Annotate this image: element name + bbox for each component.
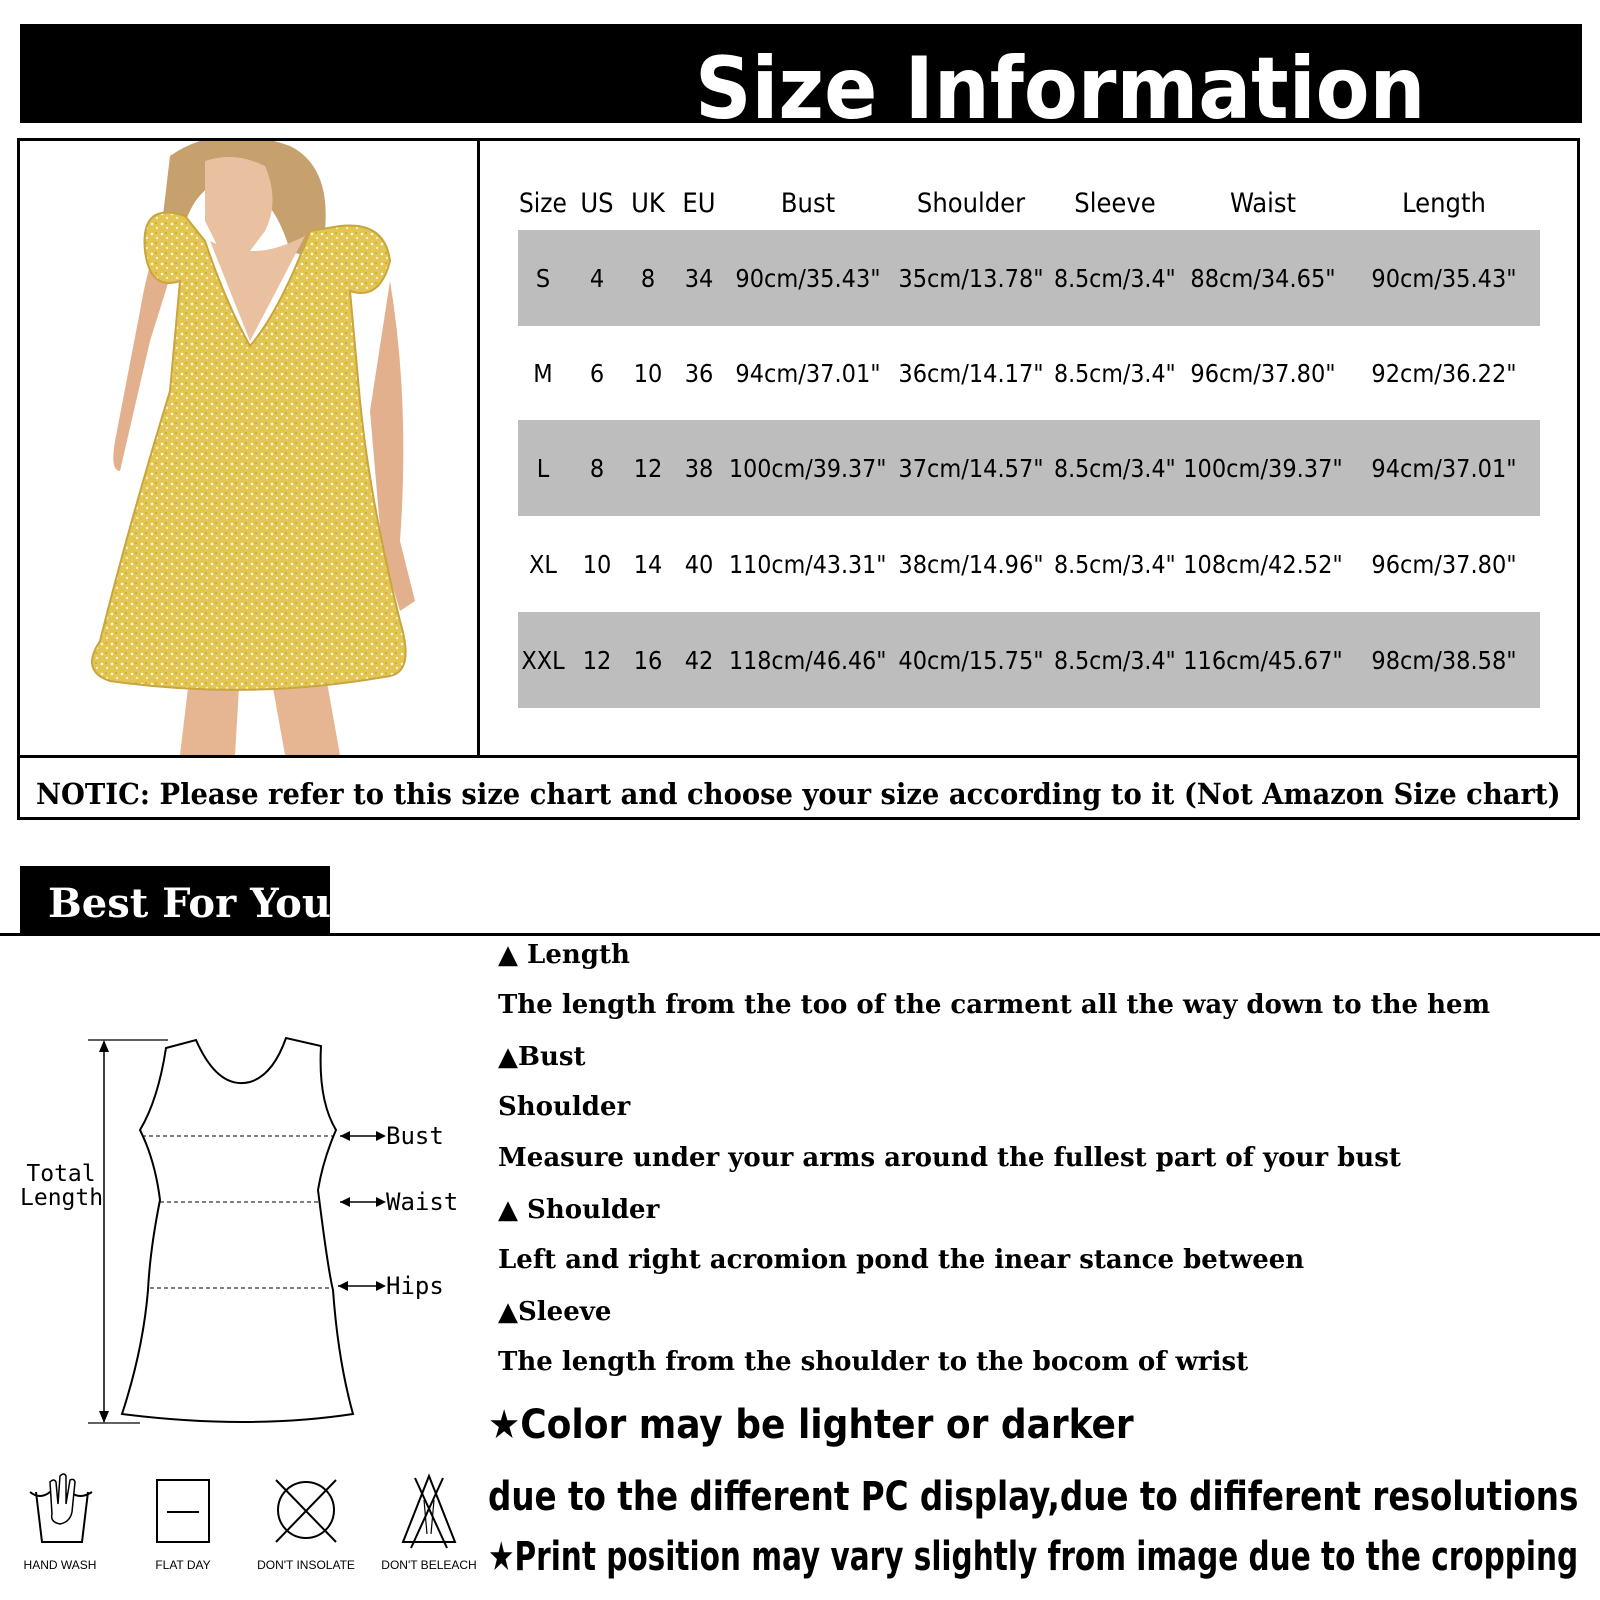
cell-size	[518, 420, 568, 516]
desc-bust-heading: ▲Bust	[498, 1042, 586, 1072]
care-label: HAND WASH	[23, 1558, 97, 1572]
hips-label: Hips	[386, 1272, 444, 1300]
notice-row	[20, 755, 1577, 820]
cell-uk	[625, 230, 671, 326]
header-waist	[1180, 182, 1346, 224]
cell-text: UK	[631, 187, 665, 219]
cell-text: Shoulder	[916, 187, 1026, 219]
cell-size	[518, 516, 568, 612]
cell-waist	[1180, 230, 1346, 326]
header-shoulder	[890, 182, 1052, 224]
cell-text: Length	[1402, 187, 1486, 219]
cell-us	[574, 230, 620, 326]
cell-text: 36cm/14.17"	[898, 358, 1044, 388]
cell-shoulder	[890, 612, 1052, 708]
cell-uk	[625, 516, 671, 612]
cell-length	[1348, 516, 1540, 612]
size-information-banner	[20, 24, 1582, 139]
cell-sleeve	[1053, 230, 1177, 326]
care-dont-bleach	[369, 1470, 489, 1572]
cell-text: 42	[684, 645, 714, 675]
cell-shoulder	[890, 230, 1052, 326]
cell-text: 108cm/42.52"	[1183, 549, 1343, 579]
cell-text: 10	[582, 549, 612, 579]
cell-text: 6	[589, 358, 605, 388]
desc-bust-text: Measure under your arms around the fullest part of your bust	[498, 1143, 1401, 1173]
cell-text: 8.5cm/3.4"	[1054, 645, 1176, 675]
cell-waist	[1180, 516, 1346, 612]
cell-text: 88cm/34.65"	[1190, 263, 1336, 293]
cell-text: 34	[684, 263, 714, 293]
cell-bust	[728, 325, 888, 421]
table-row	[518, 420, 1540, 516]
table-row	[518, 325, 1540, 421]
cell-text: Waist	[1229, 187, 1297, 219]
header-us	[574, 182, 620, 224]
cell-us	[574, 612, 620, 708]
cell-size	[518, 325, 568, 421]
care-label: DON'T INSOLATE	[257, 1558, 355, 1572]
cell-text: 110cm/43.31"	[729, 549, 887, 579]
cell-sleeve	[1053, 325, 1177, 421]
cell-text: 37cm/14.57"	[898, 453, 1044, 483]
cell-text: 100cm/39.37"	[1183, 453, 1343, 483]
cell-text: 92cm/36.22"	[1371, 358, 1517, 388]
care-label: DON'T BELEACH	[381, 1558, 477, 1572]
cell-text: 94cm/37.01"	[1371, 453, 1517, 483]
cell-length	[1348, 420, 1540, 516]
waist-label: Waist	[386, 1188, 459, 1216]
cell-text: 116cm/45.67"	[1183, 645, 1343, 675]
cell-text: 16	[633, 645, 663, 675]
cell-text: 35cm/13.78"	[898, 263, 1044, 293]
model-photo	[20, 141, 480, 755]
cell-text: 36	[684, 358, 714, 388]
hand-wash-icon	[0, 1470, 120, 1556]
cell-bust	[728, 516, 888, 612]
note-print: ★Print position may vary slightly from image due to the cropping	[488, 1534, 1579, 1580]
flat-dry-icon	[123, 1470, 243, 1556]
cell-bust	[728, 420, 888, 516]
cell-text: EU	[682, 187, 716, 219]
cell-length	[1348, 325, 1540, 421]
cell-text: L	[536, 453, 550, 483]
cell-length	[1348, 612, 1540, 708]
cell-text: 8	[589, 453, 605, 483]
cell-uk	[625, 325, 671, 421]
note-color: ★Color may be lighter or darker	[488, 1402, 1134, 1448]
cell-text: 90cm/35.43"	[735, 263, 881, 293]
header-eu	[676, 182, 722, 224]
cell-text: 94cm/37.01"	[735, 358, 881, 388]
care-hand-wash	[0, 1470, 120, 1572]
cell-sleeve	[1053, 516, 1177, 612]
cell-text: Size	[519, 187, 567, 219]
cell-eu	[676, 230, 722, 326]
cell-us	[574, 420, 620, 516]
cell-text: XL	[529, 549, 557, 579]
do-not-tumble-dry-icon	[246, 1470, 366, 1556]
table-row	[518, 230, 1540, 326]
desc-length-heading: ▲ Length	[498, 940, 630, 970]
cell-waist	[1180, 325, 1346, 421]
desc-shoulder-word: Shoulder	[498, 1092, 631, 1122]
dress-photo-icon	[20, 141, 477, 755]
header-uk	[625, 182, 671, 224]
cell-text: 4	[589, 263, 605, 293]
banner-title: Size Information	[695, 39, 1426, 139]
cell-text: 38	[684, 453, 714, 483]
cell-length	[1348, 230, 1540, 326]
header-bust	[728, 182, 888, 224]
cell-shoulder	[890, 420, 1052, 516]
cell-bust	[728, 612, 888, 708]
cell-text: 40cm/15.75"	[898, 645, 1044, 675]
cell-waist	[1180, 420, 1346, 516]
cell-text: 40	[684, 549, 714, 579]
notice-text: NOTIC: Please refer to this size chart and choose your size according to it (Not Amazon Size chart)	[36, 777, 1561, 811]
table-row	[518, 516, 1540, 612]
desc-length-text: The length from the too of the carment all the way down to the hem	[498, 990, 1491, 1020]
cell-sleeve	[1053, 420, 1177, 516]
cell-text: M	[533, 358, 553, 388]
cell-us	[574, 325, 620, 421]
header-sleeve	[1053, 182, 1177, 224]
desc-sleeve-heading: ▲Sleeve	[498, 1297, 612, 1327]
cell-shoulder	[890, 516, 1052, 612]
cell-text: 96cm/37.80"	[1190, 358, 1336, 388]
cell-text: 96cm/37.80"	[1371, 549, 1517, 579]
cell-text: 38cm/14.96"	[898, 549, 1044, 579]
cell-uk	[625, 420, 671, 516]
cell-text: 8.5cm/3.4"	[1054, 549, 1176, 579]
cell-text: XXL	[521, 645, 565, 675]
cell-text: Sleeve	[1074, 187, 1156, 219]
cell-waist	[1180, 612, 1346, 708]
desc-shoulder-text: Left and right acromion pond the inear stance between	[498, 1245, 1305, 1275]
cell-size	[518, 612, 568, 708]
cell-shoulder	[890, 325, 1052, 421]
length-label: Length	[20, 1185, 104, 1211]
cell-text: 100cm/39.37"	[729, 453, 887, 483]
best-for-you-label: Best For You	[48, 880, 331, 927]
cell-text: 10	[633, 358, 663, 388]
dress-outline-icon	[18, 1030, 478, 1430]
cell-text: 118cm/46.46"	[729, 645, 887, 675]
cell-text: 8.5cm/3.4"	[1054, 358, 1176, 388]
cell-size	[518, 230, 568, 326]
bust-label: Bust	[386, 1122, 444, 1150]
total-length-label	[20, 1162, 102, 1210]
cell-text: US	[580, 187, 614, 219]
cell-text: 90cm/35.43"	[1371, 263, 1517, 293]
total-label: Total	[26, 1161, 96, 1187]
desc-shoulder-heading: ▲ Shoulder	[498, 1195, 660, 1225]
care-flat-dry	[123, 1470, 243, 1572]
cell-text: 98cm/38.58"	[1371, 645, 1517, 675]
table-row	[518, 612, 1540, 708]
cell-uk	[625, 612, 671, 708]
best-for-you-tab	[20, 866, 330, 936]
cell-text: 8	[640, 263, 656, 293]
cell-text: 12	[582, 645, 612, 675]
care-label: FLAT DAY	[155, 1558, 211, 1572]
cell-text: 14	[633, 549, 663, 579]
cell-sleeve	[1053, 612, 1177, 708]
cell-text: 8.5cm/3.4"	[1054, 453, 1176, 483]
care-dont-insolate	[246, 1470, 366, 1572]
desc-sleeve-text: The length from the shoulder to the bocom of wrist	[498, 1347, 1249, 1377]
cell-eu	[676, 612, 722, 708]
cell-eu	[676, 420, 722, 516]
cell-text: 8.5cm/3.4"	[1054, 263, 1176, 293]
table-header-row	[518, 182, 1540, 224]
cell-text: Bust	[780, 187, 836, 219]
cell-text: S	[535, 263, 551, 293]
header-size	[518, 182, 568, 224]
cell-bust	[728, 230, 888, 326]
cell-text: 12	[633, 453, 663, 483]
cell-eu	[676, 516, 722, 612]
header-length	[1348, 182, 1540, 224]
do-not-bleach-icon	[369, 1470, 489, 1556]
section-divider	[0, 933, 1600, 936]
cell-us	[574, 516, 620, 612]
cell-eu	[676, 325, 722, 421]
note-display: due to the different PC display,due to dififerent resolutions	[488, 1474, 1579, 1520]
